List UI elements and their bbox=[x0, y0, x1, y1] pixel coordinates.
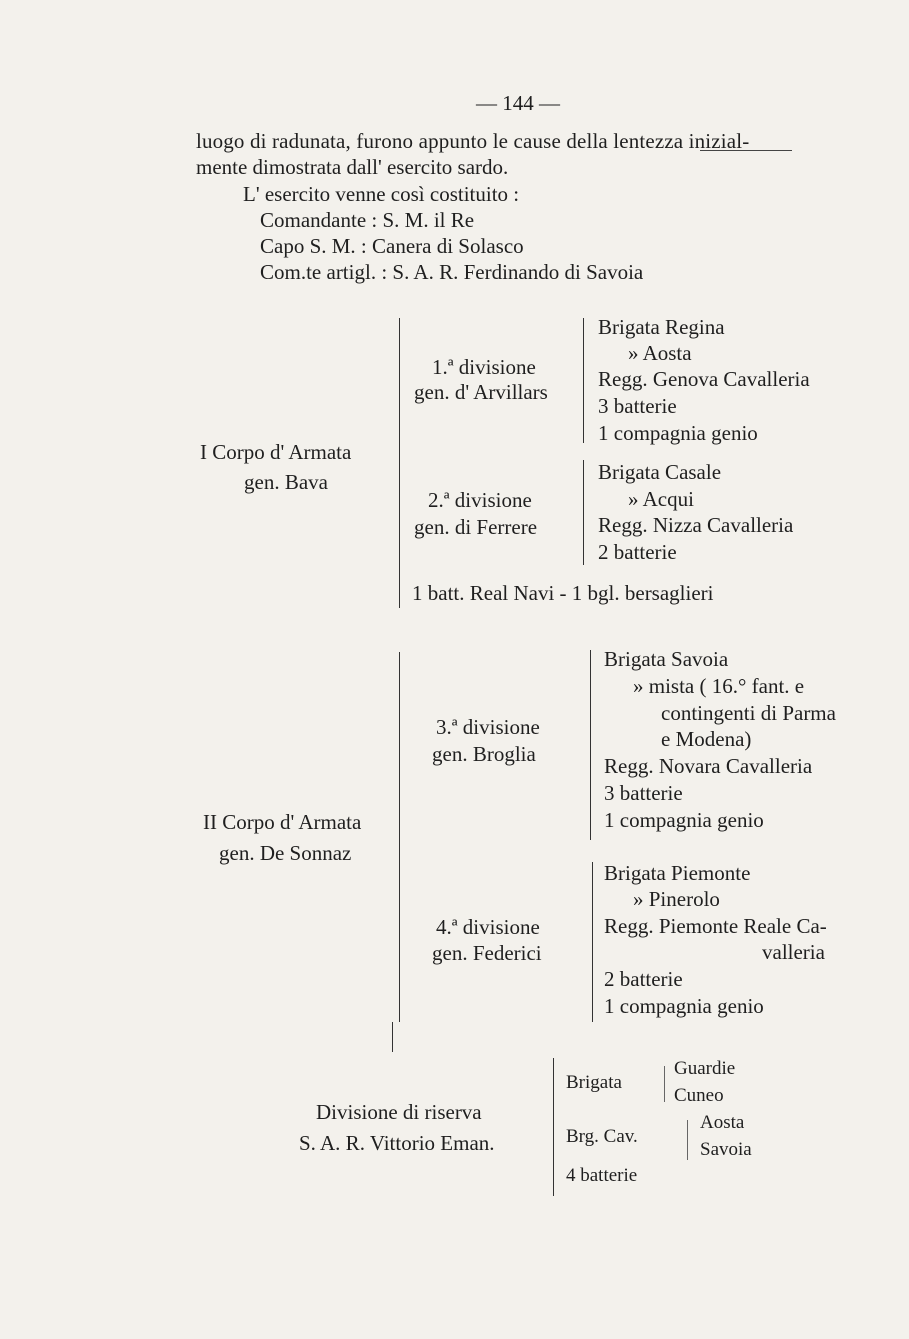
intro-line-2: mente dimostrata dall' esercito sardo. bbox=[196, 155, 509, 179]
div3-unit: Regg. Novara Cavalleria bbox=[604, 754, 813, 778]
reserve-brigata-label: Brigata bbox=[566, 1072, 622, 1093]
div1-general: gen. d' Arvillars bbox=[414, 380, 548, 404]
div4-unit: valleria bbox=[762, 940, 825, 964]
capo-stato-maggiore-line: Capo S. M. : Canera di Solasco bbox=[260, 234, 524, 258]
scan-mark bbox=[392, 1022, 393, 1052]
div2-name: 2.ª divisione bbox=[428, 488, 532, 512]
div4-general: gen. Federici bbox=[432, 941, 542, 965]
div4-brace bbox=[592, 862, 593, 1022]
reserve-brace bbox=[553, 1058, 554, 1196]
corps2-brace bbox=[399, 652, 400, 1022]
div1-unit: Brigata Regina bbox=[598, 315, 725, 339]
corps1-general: gen. Bava bbox=[244, 470, 328, 494]
intro-line-3: L' esercito venne così costituito : bbox=[243, 182, 520, 206]
div3-unit: 1 compagnia genio bbox=[604, 808, 764, 832]
div2-general: gen. di Ferrere bbox=[414, 515, 538, 539]
div2-unit: Brigata Casale bbox=[598, 460, 722, 484]
corps1-name: I Corpo d' Armata bbox=[200, 440, 352, 464]
div4-unit: Brigata Piemonte bbox=[604, 861, 751, 885]
reserve-batterie: 4 batterie bbox=[566, 1165, 638, 1186]
reserve-general: S. A. R. Vittorio Eman. bbox=[299, 1131, 495, 1155]
div4-unit: 2 batterie bbox=[604, 967, 683, 991]
page-number: — 144 — bbox=[476, 91, 560, 115]
div1-unit: Regg. Genova Cavalleria bbox=[598, 367, 810, 391]
div2-unit: 2 batterie bbox=[598, 540, 677, 564]
reserve-name: Divisione di riserva bbox=[316, 1100, 482, 1124]
div1-unit: » Aosta bbox=[628, 341, 692, 365]
div1-name: 1.ª divisione bbox=[432, 355, 536, 379]
div4-unit: 1 compagnia genio bbox=[604, 994, 764, 1018]
div3-brace bbox=[590, 650, 591, 840]
div3-general: gen. Broglia bbox=[432, 742, 536, 766]
div2-unit: » Acqui bbox=[628, 487, 694, 511]
reserve-brigata-unit: Guardie bbox=[674, 1058, 736, 1079]
div3-unit: contingenti di Parma bbox=[661, 701, 836, 725]
div3-unit: Brigata Savoia bbox=[604, 647, 729, 671]
reserve-cav-label: Brg. Cav. bbox=[566, 1126, 638, 1147]
corps1-extra-units: 1 batt. Real Navi - 1 bgl. bersaglieri bbox=[412, 581, 714, 605]
reserve-brigata-brace bbox=[664, 1066, 665, 1102]
div3-unit: » mista ( 16.° fant. e bbox=[633, 674, 805, 698]
corps2-name: II Corpo d' Armata bbox=[203, 810, 362, 834]
div1-unit: 3 batterie bbox=[598, 394, 677, 418]
div2-brace bbox=[583, 460, 584, 565]
reserve-cav-brace bbox=[687, 1120, 688, 1160]
div1-brace bbox=[583, 318, 584, 443]
reserve-cav-unit: Savoia bbox=[700, 1139, 752, 1160]
div3-unit: e Modena) bbox=[661, 727, 752, 751]
div3-name: 3.ª divisione bbox=[436, 715, 540, 739]
div2-unit: Regg. Nizza Cavalleria bbox=[598, 513, 794, 537]
comandante-line: Comandante : S. M. il Re bbox=[260, 208, 475, 232]
corps1-brace bbox=[399, 318, 400, 608]
div4-unit: » Pinerolo bbox=[633, 887, 720, 911]
div3-unit: 3 batterie bbox=[604, 781, 683, 805]
div4-name: 4.ª divisione bbox=[436, 915, 540, 939]
intro-line-1: luogo di radunata, furono appunto le cause della lentezza inizial- bbox=[196, 129, 750, 153]
reserve-brigata-unit: Cuneo bbox=[674, 1085, 724, 1106]
div4-unit: Regg. Piemonte Reale Ca- bbox=[604, 914, 827, 938]
reserve-cav-unit: Aosta bbox=[700, 1112, 745, 1133]
corps2-general: gen. De Sonnaz bbox=[219, 841, 352, 865]
comandante-artiglieria-line: Com.te artigl. : S. A. R. Ferdinando di Savoia bbox=[260, 260, 644, 284]
div1-unit: 1 compagnia genio bbox=[598, 421, 758, 445]
handwritten-underline bbox=[700, 150, 792, 151]
